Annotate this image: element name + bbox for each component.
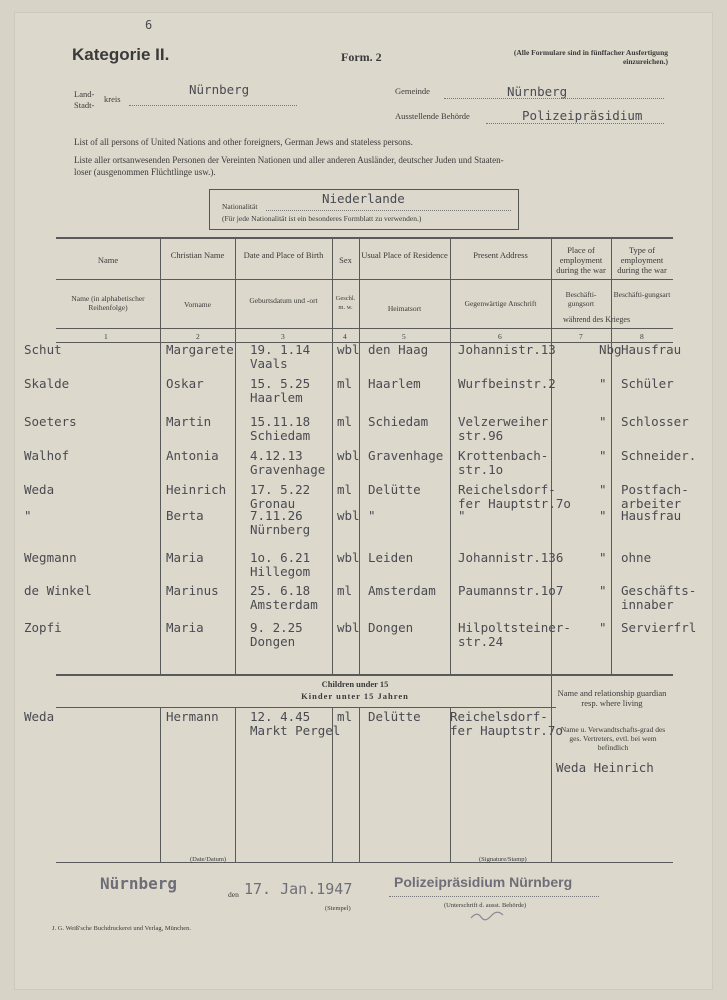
during-war-label: während des Krieges: [563, 315, 631, 324]
row-address-2: str.96: [458, 428, 504, 443]
child-address-2: fer Hauptstr.7o: [450, 723, 563, 738]
kreis-label: kreis: [104, 94, 121, 104]
gemeinde-value: Nürnberg: [507, 84, 568, 99]
den-label: den: [228, 890, 239, 899]
col-header-address-en: Present Address: [473, 250, 528, 260]
row-address-1: Krottenbach-: [458, 448, 549, 463]
row-first-name: Antonia: [166, 448, 219, 463]
row-sex: wbl: [337, 620, 360, 635]
child-address-1: Reichelsdorf-: [450, 709, 548, 724]
row-first-name: Marinus: [166, 583, 219, 598]
col-header-sex-en: Sex: [339, 255, 352, 265]
row-birth-place: Hillegom: [250, 564, 311, 579]
behoerde-value: Polizeipräsidium: [522, 108, 643, 123]
row-address-1: Hilpoltsteiner-: [458, 620, 571, 635]
authority-stamp: Polizeipräsidium Nürnberg: [394, 874, 573, 890]
row-address-2: str.1o: [458, 462, 504, 477]
row-workplace: ": [599, 376, 607, 391]
printer-imprint: J. G. Weiß'sche Buchdruckerei und Verlag, München.: [52, 925, 192, 932]
row-occupation-1: Geschäfts-: [621, 583, 697, 598]
row-workplace: ": [599, 448, 607, 463]
row-address-1: Wurfbeinstr.2: [458, 376, 556, 391]
row-first-name: Heinrich: [166, 482, 227, 497]
child-home: Delütte: [368, 709, 421, 724]
row-birth-place: Dongen: [250, 634, 296, 649]
col-no-4: 4: [343, 332, 347, 341]
signature-label: (Signature/Stamp): [479, 856, 527, 863]
row-workplace: ": [599, 508, 607, 523]
date-label: (Date/Datum): [190, 856, 227, 863]
behoerde-label: Ausstellende Behörde: [395, 111, 470, 121]
intro-german-1: Liste aller ortsanwesenden Personen der Vereinten Nationen und aller anderen Ausländer, deutscher Juden und Staaten-: [74, 155, 504, 165]
col-header-birth-de: Geburtsdatum und -ort: [249, 296, 318, 305]
row-home: Gravenhage: [368, 448, 444, 463]
form-sheet: [14, 12, 713, 990]
guardian-header-en: Name and relationship guardian resp. where living: [557, 688, 667, 708]
row-sex: ml: [337, 376, 353, 391]
row-occupation-2: innaber: [621, 597, 674, 612]
child-name: Weda: [24, 709, 55, 724]
row-first-name: Berta: [166, 508, 204, 523]
row-first-name: Martin: [166, 414, 212, 429]
col-header-first-en: Christian Name: [170, 250, 225, 260]
row-address-1: Johannistr.13: [458, 342, 556, 357]
nationality-note: (Für jede Nationalität ist ein besonderes Formblatt zu verwenden.): [222, 214, 422, 223]
row-home: Schiedam: [368, 414, 429, 429]
row-occupation-1: Schneider.: [621, 448, 697, 463]
children-title-en: Children under 15: [321, 679, 389, 689]
row-workplace: ": [599, 620, 607, 635]
row-first-name: Maria: [166, 550, 204, 565]
col-no-8: 8: [640, 332, 644, 341]
col-header-birth-en: Date and Place of Birth: [243, 250, 324, 260]
form-number: Form. 2: [341, 50, 382, 64]
row-birth-place: Amsterdam: [250, 597, 318, 612]
col-header-occupation-en: Type of employment during the war: [617, 245, 667, 275]
row-sex: ml: [337, 583, 353, 598]
col-no-5: 5: [402, 332, 406, 341]
stadt-label: Stadt-: [74, 100, 95, 110]
row-occupation-1: Hausfrau: [621, 508, 682, 523]
row-name: de Winkel: [24, 583, 92, 598]
row-address-1: ": [458, 508, 466, 523]
row-address-1: Reichelsdorf-: [458, 482, 556, 497]
row-name: Skalde: [24, 376, 70, 391]
row-workplace: Nbg: [599, 342, 622, 357]
row-birth-date: 25. 6.18: [250, 583, 311, 598]
col-header-residence-en: Usual Place of Residence: [361, 250, 448, 260]
row-address-2: fer Hauptstr.7o: [458, 496, 571, 511]
col-header-workplace-de: Beschäfti-gungsort: [565, 290, 597, 308]
row-birth-place: Gronau: [250, 496, 296, 511]
col-header-name-de: Name (in alphabetischer Reihenfolge): [71, 294, 145, 312]
child-birth-place: Markt Pergel: [250, 723, 341, 738]
row-name: Weda: [24, 482, 55, 497]
row-home: ": [368, 508, 376, 523]
category-title: Kategorie II.: [72, 45, 170, 64]
row-address-1: Velzerweiher: [458, 414, 549, 429]
row-birth-place: Schiedam: [250, 428, 311, 443]
row-home: Leiden: [368, 550, 414, 565]
place-stamp: Nürnberg: [100, 874, 178, 893]
instruction-note: (Alle Formulare sind in fünffacher Ausfertigung einzureichen.): [513, 48, 668, 66]
col-no-2: 2: [196, 332, 200, 341]
row-home: Dongen: [368, 620, 414, 635]
stempel-label: (Stempel): [325, 905, 351, 912]
row-birth-place: Nürnberg: [250, 522, 311, 537]
row-occupation-1: Postfach-: [621, 482, 689, 497]
row-workplace: ": [599, 583, 607, 598]
row-first-name: Maria: [166, 620, 204, 635]
row-birth-place: Haarlem: [250, 390, 303, 405]
row-occupation-1: Hausfrau: [621, 342, 682, 357]
child-sex: ml: [337, 709, 353, 724]
col-header-name-en: Name: [97, 255, 119, 265]
col-header-occupation-de: Beschäfti-gungsart: [613, 290, 671, 299]
col-no-3: 3: [281, 332, 285, 341]
kreis-value: Nürnberg: [189, 82, 250, 97]
col-no-1: 1: [104, 332, 108, 341]
row-sex: ml: [337, 414, 353, 429]
row-sex: wbl: [337, 550, 360, 565]
row-name: Soeters: [24, 414, 77, 429]
row-address-2: str.24: [458, 634, 504, 649]
row-occupation-1: Schüler: [621, 376, 674, 391]
guardian-header-de: Name u. Verwandtschafts-grad des ges. Vertreters, evtl. bei wem befindlich: [560, 725, 666, 752]
row-birth-date: 17. 5.22: [250, 482, 311, 497]
nationality-value: Niederlande: [322, 191, 405, 206]
intro-german-2: loser (ausgenommen Flüchtlinge usw.).: [74, 167, 216, 177]
row-occupation-1: Servierfrl: [621, 620, 697, 635]
child-first-name: Hermann: [166, 709, 219, 724]
col-no-6: 6: [498, 332, 502, 341]
row-first-name: Margarete: [166, 342, 234, 357]
row-name: ": [24, 508, 32, 523]
row-birth-date: 1o. 6.21: [250, 550, 311, 565]
signature-line-label: (Unterschrift d. ausst. Behörde): [444, 902, 527, 909]
row-birth-date: 9. 2.25: [250, 620, 303, 635]
col-header-residence-de: Heimatsort: [387, 304, 422, 313]
page-number: 6: [145, 18, 153, 32]
row-name: Zopfi: [24, 620, 62, 635]
row-sex: wbl: [337, 342, 360, 357]
row-birth-date: 19. 1.14: [250, 342, 311, 357]
col-header-workplace-en: Place of employment during the war: [556, 245, 606, 275]
col-header-address-de: Gegenwärtige Anschrift: [464, 299, 537, 308]
child-guardian: Weda Heinrich: [556, 760, 654, 775]
row-name: Schut: [24, 342, 62, 357]
row-birth-date: 15. 5.25: [250, 376, 311, 391]
land-label: Land-: [74, 89, 95, 99]
row-home: den Haag: [368, 342, 429, 357]
row-occupation-1: ohne: [621, 550, 652, 565]
row-sex: wbl: [337, 508, 360, 523]
row-workplace: ": [599, 414, 607, 429]
row-occupation-1: Schlosser: [621, 414, 689, 429]
row-workplace: ": [599, 482, 607, 497]
row-first-name: Oskar: [166, 376, 204, 391]
row-address-1: Paumannstr.1o7: [458, 583, 564, 598]
row-birth-date: 7.11.26: [250, 508, 303, 523]
row-home: Haarlem: [368, 376, 421, 391]
row-occupation-2: arbeiter: [621, 496, 682, 511]
col-header-sex-de: Geschl. m. w.: [335, 295, 356, 311]
row-birth-date: 15.11.18: [250, 414, 311, 429]
intro-english: List of all persons of United Nations and other foreigners, German Jews and stateless persons.: [74, 137, 413, 147]
row-sex: ml: [337, 482, 353, 497]
date-stamp: 17. Jan.1947: [244, 880, 353, 898]
row-workplace: ": [599, 550, 607, 565]
signature-scribble: [469, 909, 509, 923]
children-title-de: Kinder unter 15 Jahren: [301, 691, 409, 701]
col-header-first-de: Vorname: [184, 300, 211, 309]
nationality-label: Nationalität: [222, 202, 258, 211]
gemeinde-label: Gemeinde: [395, 86, 430, 96]
row-home: Amsterdam: [368, 583, 436, 598]
row-name: Wegmann: [24, 550, 77, 565]
row-birth-date: 4.12.13: [250, 448, 303, 463]
row-address-1: Johannistr.136: [458, 550, 564, 565]
row-home: Delütte: [368, 482, 421, 497]
child-birth-date: 12. 4.45: [250, 709, 311, 724]
row-sex: wbl: [337, 448, 360, 463]
row-birth-place: Vaals: [250, 356, 288, 371]
row-birth-place: Gravenhage: [250, 462, 326, 477]
col-no-7: 7: [579, 332, 583, 341]
row-name: Walhof: [24, 448, 70, 463]
